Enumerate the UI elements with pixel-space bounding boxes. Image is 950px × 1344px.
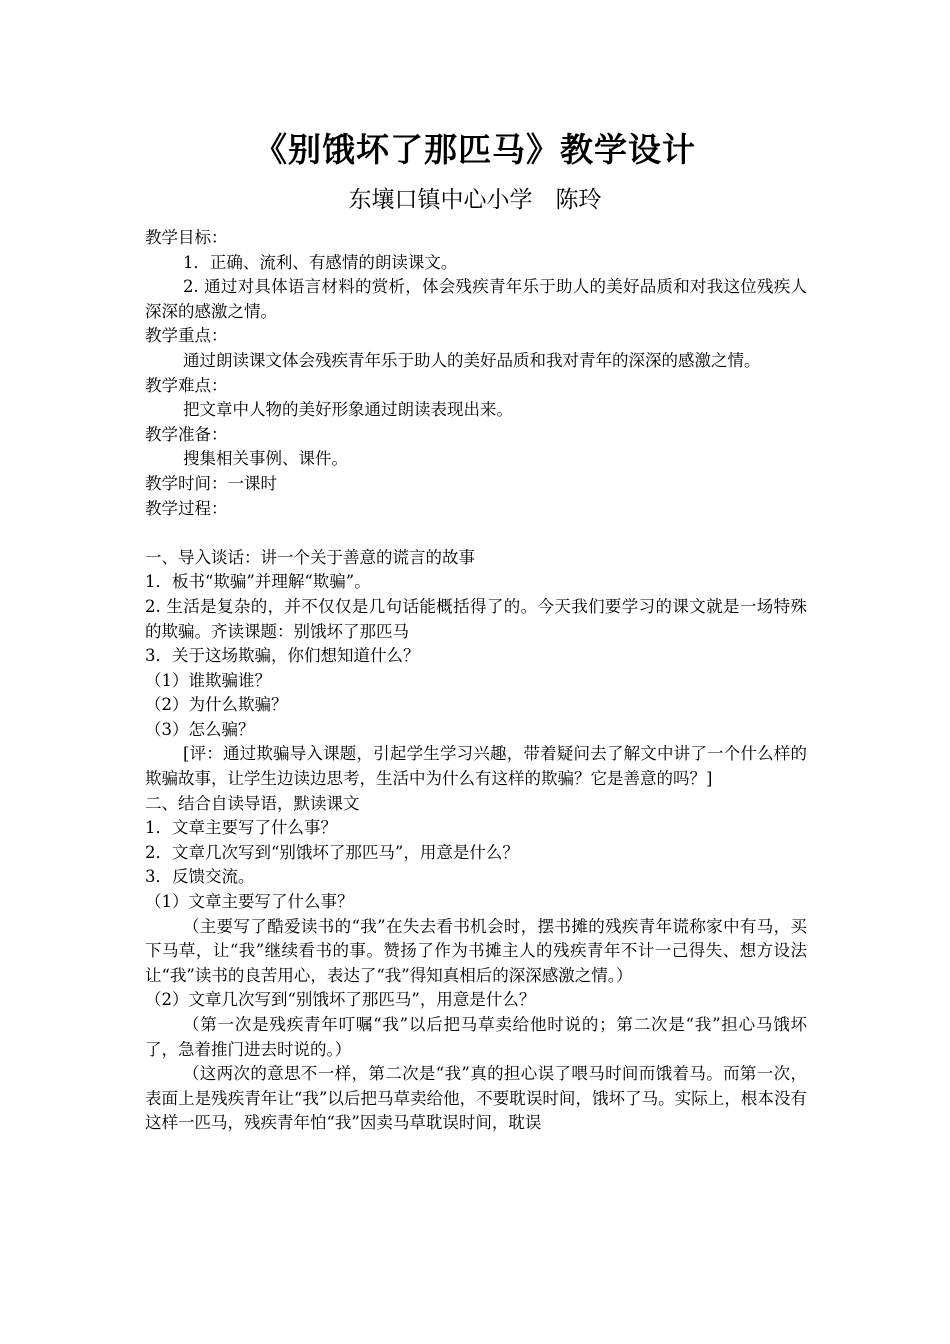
paragraph: （第一次是残疾青年叮嘱“我”以后把马草卖给他时说的；第二次是“我”担心马饿坏了，急着推门进去时说的。）: [145, 1015, 807, 1059]
paragraph: 2. 生活是复杂的，并不仅仅是几句话能概括得了的。今天我们要学习的课文就是一场特殊的欺骗。齐读课题：别饿坏了那匹马: [145, 596, 807, 641]
paragraph: [评：通过欺骗导入课题，引起学生学习兴趣，带着疑问去了解文中讲了一个什么样的欺骗故事，让学生边读边思考，生活中为什么有这样的欺骗？它是善意的吗？]: [145, 744, 807, 789]
paragraph: 3．关于这场欺骗，你们想知道什么？: [145, 646, 420, 666]
paragraph: 2. 通过对具体语言材料的赏析，体会残疾青年乐于助人的美好品质和对我这位残疾人深深的感激之情。: [145, 277, 807, 321]
section-heading: 教学时间：一课时: [145, 473, 277, 493]
paragraph: 1．文章主要写了什么事？: [145, 818, 337, 838]
paragraph: （这两次的意思不一样，第二次是“我”真的担心误了喂马时间而饿着马。而第一次，表面上是残疾青年让“我”以后把马草卖给他，不要耽误时间，饿坏了马。实际上，根本没有这样一匹马，残疾青年怕“我”因卖马草耽误时间，耽误: [145, 1064, 807, 1133]
paragraph: 把文章中人物的美好形象通过朗读表现出来。: [182, 400, 513, 420]
paragraph: （主要写了酷爱读书的“我”在失去看书机会时，摆书摊的残疾青年谎称家中有马，买下马草，让“我”继续看书的事。赞扬了作为书摊主人的残疾青年不计一己得失、想方设法让“我”读书的良苦用心，表达了“我”得知真相后的深深感激之情。）: [145, 916, 807, 985]
paragraph: 2．文章几次写到“别饿坏了那匹马”，用意是什么？: [145, 842, 519, 862]
blank-line: [145, 521, 807, 546]
paragraph: 二、结合自读导语，默读课文: [145, 793, 360, 813]
paragraph: 1．板书“欺骗”并理解“欺骗”。: [145, 572, 371, 592]
paragraph: （1）谁欺骗谁？: [145, 670, 271, 690]
paragraph: 通过朗读课文体会残疾青年乐于助人的美好品质和我对青年的深深的感激之情。: [182, 350, 761, 370]
paragraph: 1．正确、流利、有感情的朗读课文。: [182, 252, 458, 272]
section-heading: 教学难点：: [145, 375, 228, 395]
section-heading: 教学目标：: [145, 228, 228, 247]
paragraph: 3．反馈交流。: [145, 867, 255, 887]
document-author: 东壤口镇中心小学 陈玲: [348, 187, 602, 213]
paragraph: 搜集相关事例、课件。: [182, 449, 348, 469]
section-heading: 教学准备：: [145, 424, 228, 444]
paragraph: （3）怎么骗？: [145, 719, 255, 739]
document-body: [145, 226, 807, 1136]
paragraph: （2）文章几次写到“别饿坏了那匹马”，用意是什么？: [145, 990, 536, 1010]
paragraph: （2）为什么欺骗？: [145, 695, 288, 715]
paragraph: （1）文章主要写了什么事？: [145, 892, 354, 912]
section-heading: 教学过程：: [145, 498, 228, 518]
document-title: 《别饿坏了那匹马》教学设计: [254, 130, 696, 169]
section-heading: 教学重点：: [145, 326, 228, 346]
paragraph: 一、导入谈话：讲一个关于善意的谎言的故事: [145, 547, 475, 567]
